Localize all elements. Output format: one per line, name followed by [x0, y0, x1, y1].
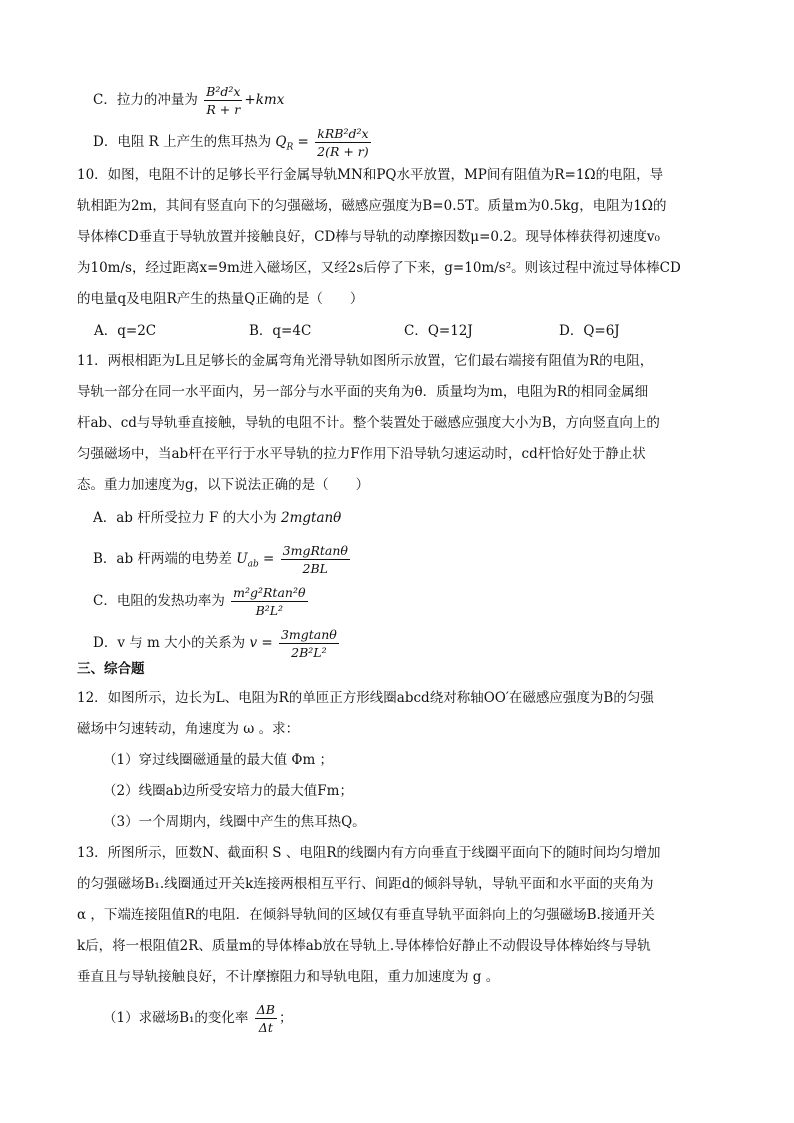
q11-line-4: 匀强磁场中，当ab杆在平行于水平导轨的拉力F作用下沿导轨匀速运动时，cd杆恰好处于静止状 [77, 446, 646, 462]
q9-option-c-text: C．拉力的冲量为 [93, 92, 198, 108]
q11-option-b-fraction [281, 542, 350, 577]
q13-line-3: α ，下端连接阻值R的电阻．在倾斜导轨间的区域仅有垂直导轨平面斜向上的匀强磁场B.接通开关 [77, 907, 655, 923]
fraction-denominator: R + r [206, 102, 241, 117]
fraction-denominator: Δt [258, 1020, 273, 1035]
q11-option-d [93, 626, 341, 661]
q9-option-c [93, 83, 284, 118]
q13-sub-1-fraction [255, 1001, 277, 1036]
fraction-denominator: 2B²L² [291, 645, 327, 660]
fraction-numerator: 3mgRtanθ [282, 543, 348, 558]
section-title: 三、综合题 [77, 661, 145, 677]
q13-line-5: 垂直且与导轨接触良好，不计摩擦阻力和导轨电阻，重力加速度为 g 。 [77, 969, 500, 985]
q10-line-3: 导体棒CD垂直于导轨放置并接触良好，CD棒与导轨的动摩擦因数μ=0.2。现导体棒获得初速度v₀ [77, 229, 660, 245]
q10-line-2: 轨相距为2m，其间有竖直向下的匀强磁场，磁感应强度为B=0.5T。质量m为0.5kg，电阻为1Ω的 [77, 198, 667, 214]
q10-option-c: C．Q=12J [404, 323, 473, 339]
q9-option-d-text: D．电阻 R 上产生的焦耳热为 [93, 134, 272, 150]
q9-option-c-tail: +kmx [244, 92, 285, 108]
q13-sub-1-text: （1）求磁场B₁的变化率 [103, 1010, 249, 1026]
q10-option-b: B．q=4C [249, 323, 312, 339]
fraction-denominator: B²L² [255, 603, 284, 618]
q11-option-b-text: B．ab 杆两端的电势差 [93, 551, 232, 567]
q12-sub-3: （3）一个周期内，线圈中产生的焦耳热Q。 [103, 814, 366, 830]
q11-option-b-lhs: U [236, 551, 248, 567]
q11-option-c-fraction [231, 584, 307, 619]
q11-option-d-lhs: v = [249, 635, 273, 651]
q13-sub-1 [103, 1001, 292, 1036]
q11-option-a-text: A．ab 杆所受拉力 F 的大小为 [93, 510, 277, 526]
q12-sub-1: （1）穿过线圈磁通量的最大值 Φm ； [103, 752, 334, 768]
q11-option-b: B．ab 杆两端的电势差 $U_{ab}$ = $\frac{\text{3mgRtanθ}}{2BL}$ [93, 543, 348, 576]
fraction-numerator: kRB²d²x [315, 125, 371, 143]
q11-option-d-text: D．v 与 m 大小的关系为 [93, 635, 246, 651]
q9-option-d: D．电阻 R 上产生的焦耳热为 $Q_R$ = $\frac{\text{kRB²d²x}}{2(R + r)}$ [93, 126, 369, 159]
q11-option-c-text: C．电阻的发热功率为 [93, 593, 225, 609]
q13-line-2: 的匀强磁场B₁.线圈通过开关k连接两根相互平行、间距d的倾斜导轨，导轨平面和水平面的夹角为 [77, 876, 654, 892]
q13-line-1: 13．所图所示，匝数N、截面积 S 、电阻R的线圈内有方向垂直于线圈平面向下的随时间均匀增加 [77, 845, 661, 861]
q9-option-c-fraction [204, 83, 242, 118]
q9-option-d-fraction [315, 125, 371, 160]
q12-sub-2: （2）线圈ab边所受安培力的最大值Fm； [103, 783, 353, 799]
fraction-denominator: 2BL [302, 561, 328, 576]
q10-line-1: 10．如图，电阻不计的足够长平行金属导轨MN和PQ水平放置，MP间有阻值为R=1Ω的电阻，导 [77, 167, 664, 183]
q10-option-a: A．q=2C [94, 323, 157, 339]
fraction-numerator: m²g²Rtan²θ [233, 585, 306, 600]
q11-option-c [93, 584, 310, 619]
q11-line-5: 态。重力加速度为g，以下说法正确的是（ ） [77, 477, 370, 493]
q9-option-d-lhs: Q [275, 134, 287, 150]
q10-line-5: 的电量q及电阻R产生的热量Q正确的是（ ） [77, 291, 364, 307]
q13-line-4: k后，将一根阻值2R、质量m的导体棒ab放在导轨上.导体棒恰好静止不动假设导体棒始终与导轨 [77, 938, 651, 954]
q10-line-4: 为10m/s，经过距离x=9m进入磁场区，又经2s后停了下来，g=10m/s²。则该过程中流过导体棒CD [77, 260, 681, 276]
fraction-denominator: 2(R + r) [317, 144, 369, 159]
q10-option-d: D．Q=6J [559, 323, 620, 339]
q12-line-1: 12．如图所示，边长为L、电阻为R的单匝正方形线圈abcd绕对称轴OO′在磁感应强度为B的匀强 [77, 690, 654, 706]
fraction-numerator: 3mgtanθ [280, 627, 337, 642]
fraction-numerator: B²d²x [206, 84, 241, 99]
q11-option-a-expr: 2mgtanθ [280, 510, 342, 526]
q11-option-a [93, 508, 341, 528]
q13-sub-1-tail: ； [278, 1010, 293, 1026]
q11-option-d-fraction [279, 626, 339, 661]
fraction-numerator: ΔB [256, 1002, 275, 1017]
q11-option-b-subscript: ab [247, 559, 259, 570]
q12-line-2: 磁场中匀速转动，角速度为 ω 。求： [77, 721, 300, 737]
q11-line-2: 导轨一部分在同一水平面内，另一部分与水平面的夹角为θ．质量均为m，电阻为R的相同金属细 [77, 384, 649, 400]
q11-line-1: 11．两根相距为L且足够长的金属弯角光滑导轨如图所示放置，它们最右端接有阻值为R的电阻， [77, 353, 654, 369]
q11-line-3: 杆ab、cd与导轨垂直接触，导轨的电阻不计。整个装置处于磁感应强度大小为B，方向竖直向上的 [77, 415, 660, 431]
